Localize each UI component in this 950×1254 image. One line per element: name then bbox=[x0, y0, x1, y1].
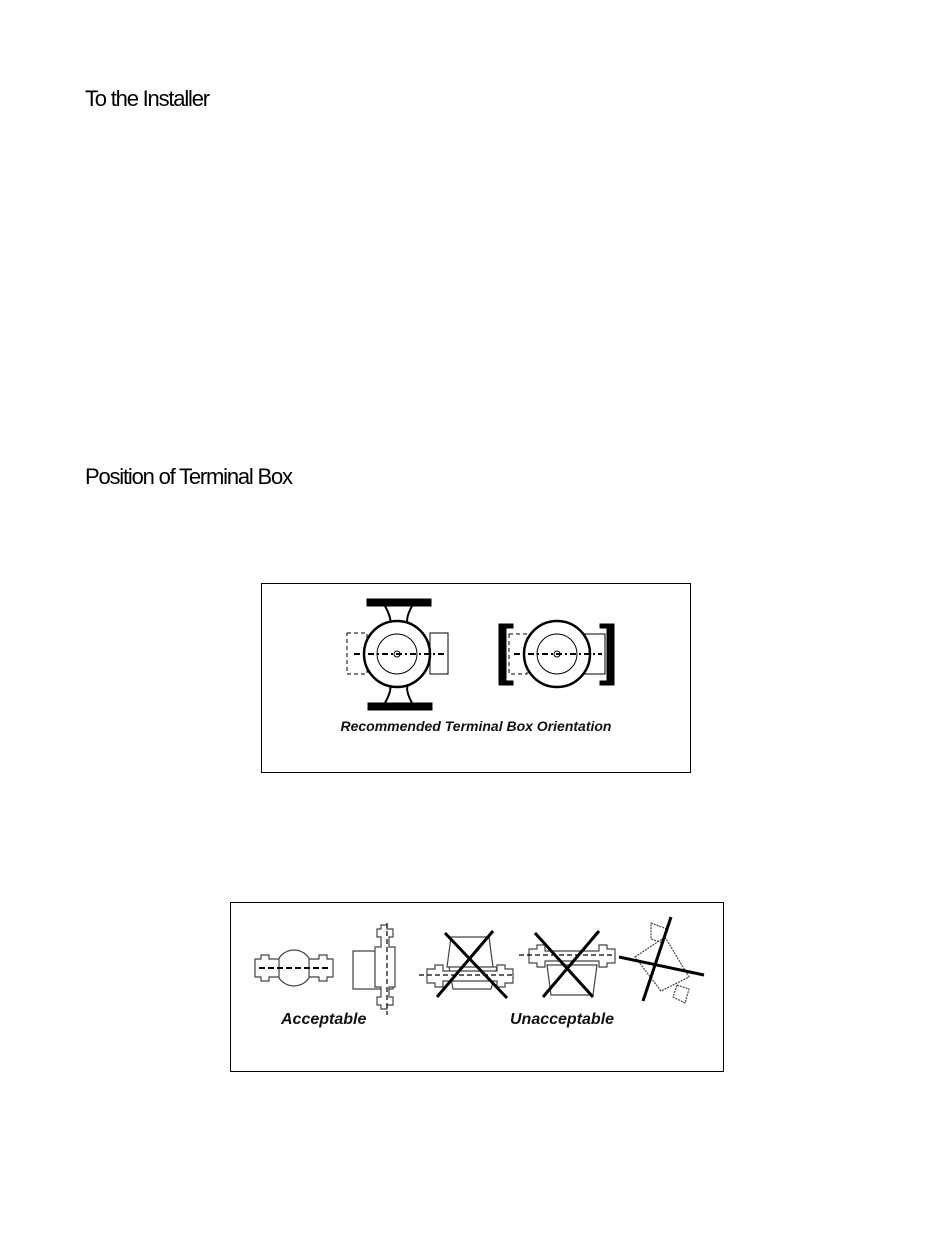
acceptable-unacceptable-diagram bbox=[231, 903, 725, 1073]
recommended-orientation-figure bbox=[261, 583, 691, 773]
pump-orientation-diagram bbox=[262, 584, 692, 774]
acceptable-label: Acceptable bbox=[281, 1011, 367, 1028]
recommended-caption: Recommended Terminal Box Orientation bbox=[340, 718, 612, 734]
section-heading-terminal-box: Position of Terminal Box bbox=[85, 464, 292, 489]
section-heading-to-the-installer: To the Installer bbox=[85, 86, 209, 111]
unacceptable-label: Unacceptable bbox=[510, 1011, 615, 1028]
acceptable-orientation-figure bbox=[230, 902, 724, 1072]
